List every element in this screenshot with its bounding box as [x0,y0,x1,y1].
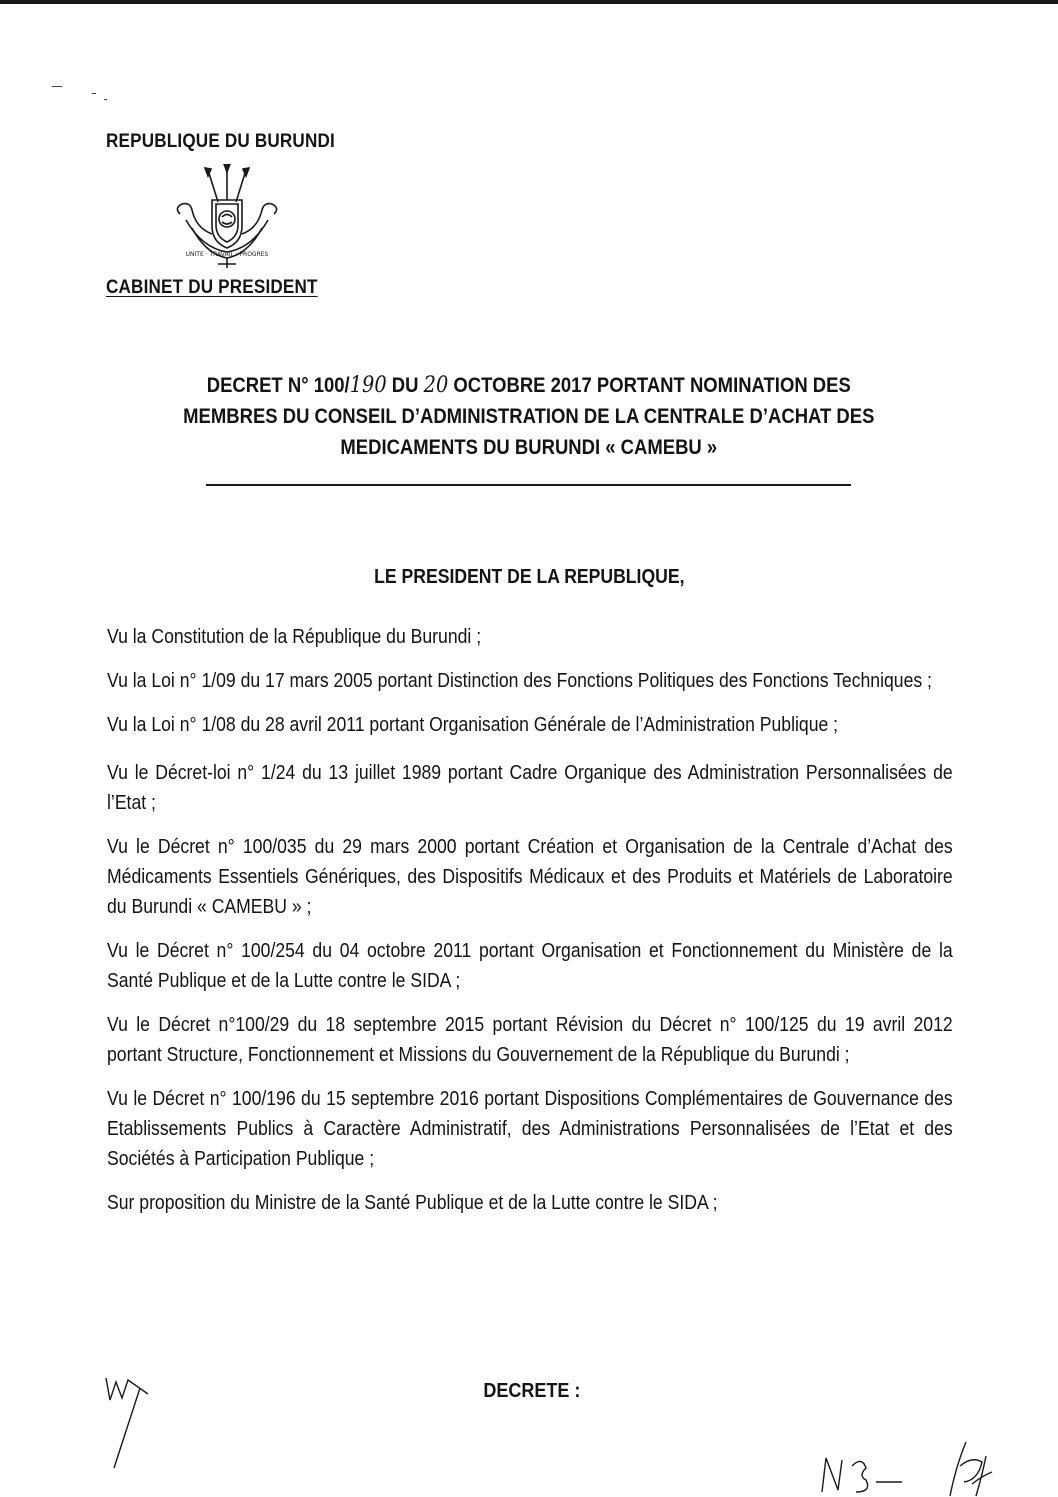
president-heading-text: LE PRESIDENT DE LA REPUBLIQUE, [373,566,685,588]
consideration-5: Vu le Décret n° 100/035 du 29 mars 2000 portant Création et Organisation de la Centrale d’Achat des Médicaments Essentiels Génériques, des Dispositifs Médicaux et des Produits et Matériels de Laboratoire du Burundi « CAMEBU » ; [107,836,953,918]
consideration-4: Vu le Décret-loi n° 1/24 du 13 juillet 1989 portant Cadre Organique des Administration Personnalisées de l’Etat ; [107,762,953,814]
handwritten-number: 190 [349,373,387,398]
title-line-1 [183,370,874,401]
coat-of-arms-icon [172,164,282,272]
consideration-1: Vu la Constitution de la République du Burundi ; [107,626,482,648]
scan-speck [52,86,62,87]
handwritten-initial-left [100,1372,160,1472]
considerations-list [107,622,953,1232]
consideration-2: Vu la Loi n° 1/09 du 17 mars 2005 portant Distinction des Fonctions Politiques des Fonctions Techniques ; [107,670,932,692]
handwritten-day: 20 [423,373,449,398]
page-top-edge [0,0,1058,4]
president-heading [0,566,1058,589]
consideration-7: Vu le Décret n°100/29 du 18 septembre 2015 portant Révision du Décret n° 100/125 du 19 avril 2012 portant Structure, Fonctionnement et Missions du Gouvernement de la République du Burundi ; [107,1014,953,1066]
title-prefix: DECRET N° 100/ [206,374,350,397]
title-line-2: MEMBRES DU CONSEIL D’ADMINISTRATION DE LA CENTRALE D’ACHAT DES [183,405,875,428]
country-name: REPUBLIQUE DU BURUNDI [106,131,335,152]
scan-speck [92,93,96,94]
handwritten-signature-right [942,1436,1002,1497]
consideration-3: Vu la Loi n° 1/08 du 28 avril 2011 portant Organisation Générale de l’Administration Publique ; [107,714,839,736]
title-divider [206,484,851,486]
title-du: DU [392,374,419,397]
consideration-8: Vu le Décret n° 100/196 du 15 septembre 2016 portant Dispositions Complémentaires de Gouvernance des Etablissements Publics à Caractère Administratif, des Administrations Personnalisées de l’Etat et des Sociétés à Participation Publique ; [107,1088,953,1170]
decree-title [100,370,958,463]
cabinet-name: CABINET DU PRESIDENT [106,277,318,298]
consideration-9: Sur proposition du Ministre de la Santé Publique et de la Lutte contre le SIDA ; [107,1192,718,1214]
decrete-text: DECRETE : [483,1380,581,1402]
title-line1-rest: OCTOBRE 2017 PORTANT NOMINATION DES [453,374,852,397]
title-line-3: MEDICAMENTS DU BURUNDI « CAMEBU » [340,436,718,459]
consideration-6: Vu le Décret n° 100/254 du 04 octobre 2011 portant Organisation et Fonctionnement du Ministère de la Santé Publique et de la Lutte contre le SIDA ; [107,940,953,992]
handwritten-initials-right [816,1452,926,1497]
scan-speck [104,99,107,100]
emblem-motto: UNITE · TRAVAIL · PROGRES [185,251,269,258]
